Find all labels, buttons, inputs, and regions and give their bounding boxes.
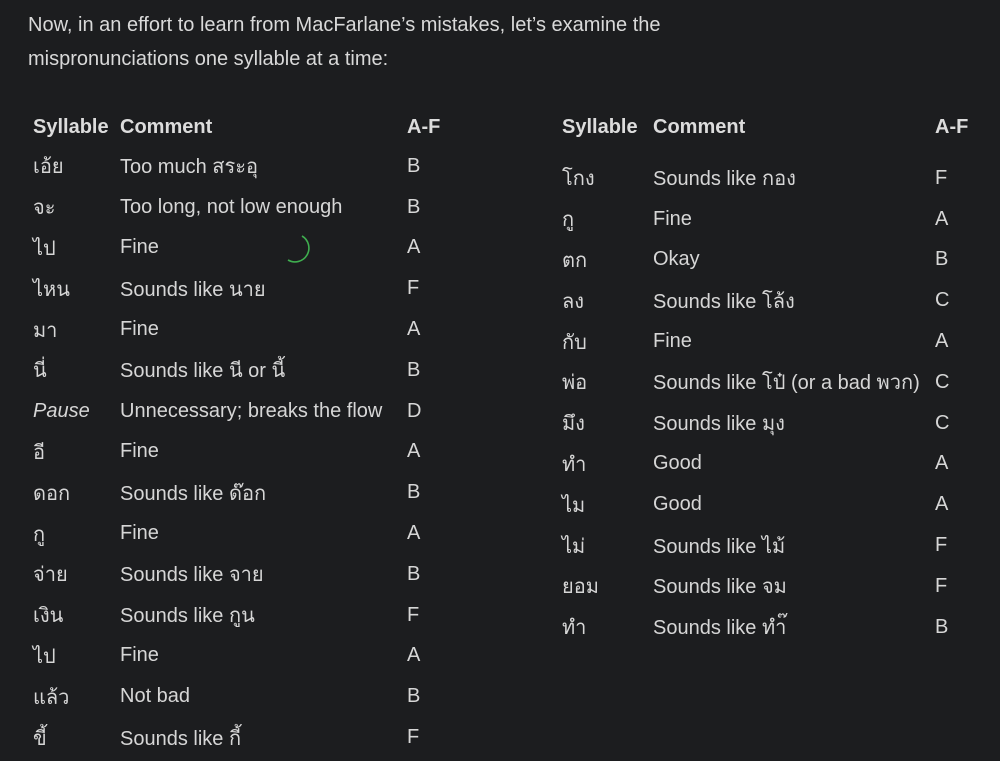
syllable-cell: แล้ว bbox=[33, 686, 70, 709]
comment-cell: Sounds like โล้ง bbox=[653, 290, 795, 313]
comment-cell: Sounds like ไม้ bbox=[653, 535, 786, 558]
table-row bbox=[33, 717, 447, 758]
table-row bbox=[562, 484, 975, 525]
comment-cell: Fine bbox=[120, 644, 159, 667]
grade-cell: A bbox=[407, 440, 421, 463]
comment-cell: Fine bbox=[120, 318, 159, 341]
grade-cell: B bbox=[935, 248, 949, 271]
syllable-cell: นี่ bbox=[33, 360, 47, 383]
comment-cell: Sounds like กอง bbox=[653, 168, 796, 191]
table-row bbox=[33, 350, 447, 391]
table-row bbox=[33, 309, 447, 350]
table-row bbox=[33, 228, 447, 269]
table-row bbox=[562, 321, 975, 362]
syllable-cell: ไป bbox=[33, 237, 56, 260]
table-row bbox=[33, 268, 447, 309]
table-row bbox=[33, 472, 447, 513]
header-grade: A-F bbox=[407, 115, 441, 138]
grades-table-right bbox=[562, 108, 975, 648]
table-row bbox=[562, 607, 975, 648]
syllable-cell: กู bbox=[33, 523, 46, 546]
table-row bbox=[33, 146, 447, 187]
grade-cell: A bbox=[407, 522, 421, 545]
comment-cell: Sounds like จม bbox=[653, 576, 787, 599]
comment-cell: Sounds like โป๋ (or a bad พวก) bbox=[653, 372, 920, 395]
syllable-cell: ตก bbox=[562, 249, 588, 272]
comment-cell: Too much สระอุ bbox=[120, 156, 258, 179]
comment-cell: Sounds like มุง bbox=[653, 413, 785, 436]
table-row bbox=[33, 636, 447, 677]
header-row bbox=[562, 108, 975, 146]
syllable-cell: Pause bbox=[33, 399, 90, 422]
grade-cell: F bbox=[935, 534, 948, 557]
comment-cell: Sounds like ทำ๊ bbox=[653, 617, 787, 640]
grade-cell: A bbox=[407, 318, 421, 341]
grade-cell: B bbox=[407, 481, 421, 504]
syllable-cell: มา bbox=[33, 319, 58, 342]
syllable-cell: พ่อ bbox=[562, 372, 588, 395]
grade-cell: F bbox=[935, 166, 948, 189]
grade-cell: B bbox=[407, 154, 421, 177]
table-row bbox=[562, 199, 975, 240]
table-row bbox=[33, 595, 447, 636]
grade-cell: B bbox=[935, 615, 949, 638]
grade-cell: A bbox=[407, 644, 421, 667]
comment-cell: Not bad bbox=[120, 685, 191, 708]
table-row bbox=[562, 525, 975, 566]
comment-cell: Fine bbox=[120, 440, 159, 463]
grade-cell: B bbox=[407, 195, 421, 218]
syllable-cell: กู bbox=[562, 209, 575, 232]
table-row bbox=[33, 676, 447, 717]
syllable-cell: ลง bbox=[562, 290, 585, 313]
syllable-cell: ยอม bbox=[562, 576, 599, 599]
comment-cell: Good bbox=[653, 452, 702, 475]
syllable-cell: จ่าย bbox=[33, 564, 68, 587]
comment-cell: Fine bbox=[653, 207, 692, 230]
table-row bbox=[33, 187, 447, 228]
syllable-cell: ไหน bbox=[33, 278, 70, 301]
syllable-cell: ไป bbox=[33, 645, 56, 668]
syllable-cell: ไม่ bbox=[562, 535, 586, 558]
table-row bbox=[562, 403, 975, 444]
grade-cell: C bbox=[935, 289, 950, 312]
grade-cell: A bbox=[935, 452, 949, 475]
table-row bbox=[562, 566, 975, 607]
table-row bbox=[562, 280, 975, 321]
comment-cell: Fine bbox=[653, 330, 692, 353]
comment-cell: Sounds like นี or นี้ bbox=[120, 360, 286, 383]
grade-cell: F bbox=[407, 277, 420, 300]
syllable-cell: โกง bbox=[562, 168, 595, 191]
syllable-cell: เอ้ย bbox=[33, 156, 64, 179]
syllable-cell: ไม bbox=[562, 494, 586, 517]
grade-cell: A bbox=[935, 207, 949, 230]
comment-cell: Okay bbox=[653, 248, 700, 271]
grade-cell: F bbox=[935, 574, 948, 597]
table-row bbox=[33, 513, 447, 554]
comment-cell: Sounds like กูน bbox=[120, 605, 255, 628]
syllable-cell: อี bbox=[33, 441, 46, 464]
syllable-cell: กับ bbox=[562, 331, 587, 354]
table-row bbox=[562, 444, 975, 485]
header-syllable: Syllable bbox=[562, 115, 638, 138]
comment-cell: Sounds like กี้ bbox=[120, 727, 242, 750]
header-comment: Comment bbox=[653, 115, 746, 138]
grade-cell: B bbox=[407, 562, 421, 585]
header-row bbox=[33, 108, 447, 146]
table-row bbox=[33, 432, 447, 473]
grade-cell: A bbox=[935, 330, 949, 353]
table-row bbox=[562, 240, 975, 281]
header-syllable: Syllable bbox=[33, 115, 109, 138]
comment-cell: Too long, not low enough bbox=[120, 195, 343, 218]
intro-paragraph: Now, in an effort to learn from MacFarlane’s mistakes, let’s examine the mispronunciations one syllable at a time: bbox=[28, 14, 661, 70]
comment-cell: Good bbox=[653, 493, 702, 516]
table-row bbox=[562, 362, 975, 403]
syllable-cell: ทำ bbox=[562, 453, 587, 476]
grade-cell: D bbox=[407, 399, 422, 422]
comment-cell: Sounds like จาย bbox=[120, 564, 264, 587]
syllable-cell: ดอก bbox=[33, 482, 71, 505]
syllable-cell: จะ bbox=[33, 197, 56, 220]
grade-cell: A bbox=[935, 493, 949, 516]
grade-cell: A bbox=[407, 236, 421, 259]
table-row bbox=[33, 391, 447, 432]
grade-cell: B bbox=[407, 685, 421, 708]
grade-cell: F bbox=[407, 726, 420, 749]
comment-cell: Unnecessary; breaks the flow bbox=[120, 399, 383, 422]
comment-cell: Fine bbox=[120, 236, 159, 259]
busy-cursor-icon bbox=[282, 232, 312, 264]
syllable-cell: ทำ bbox=[562, 617, 587, 640]
grade-cell: B bbox=[407, 358, 421, 381]
table-row bbox=[562, 146, 975, 199]
comment-cell: Sounds like นาย bbox=[120, 278, 266, 301]
grade-cell: F bbox=[407, 603, 420, 626]
grade-cell: C bbox=[935, 411, 950, 434]
table-row bbox=[33, 554, 447, 595]
syllable-cell: มึง bbox=[562, 413, 585, 436]
grades-table-left bbox=[33, 108, 447, 758]
comment-cell: Fine bbox=[120, 522, 159, 545]
header-grade: A-F bbox=[935, 115, 969, 138]
comment-cell: Sounds like ด๊อก bbox=[120, 482, 267, 505]
syllable-cell: เงิน bbox=[33, 605, 64, 628]
header-comment: Comment bbox=[120, 115, 213, 138]
syllable-cell: ขี้ bbox=[33, 727, 47, 750]
grade-cell: C bbox=[935, 370, 950, 393]
